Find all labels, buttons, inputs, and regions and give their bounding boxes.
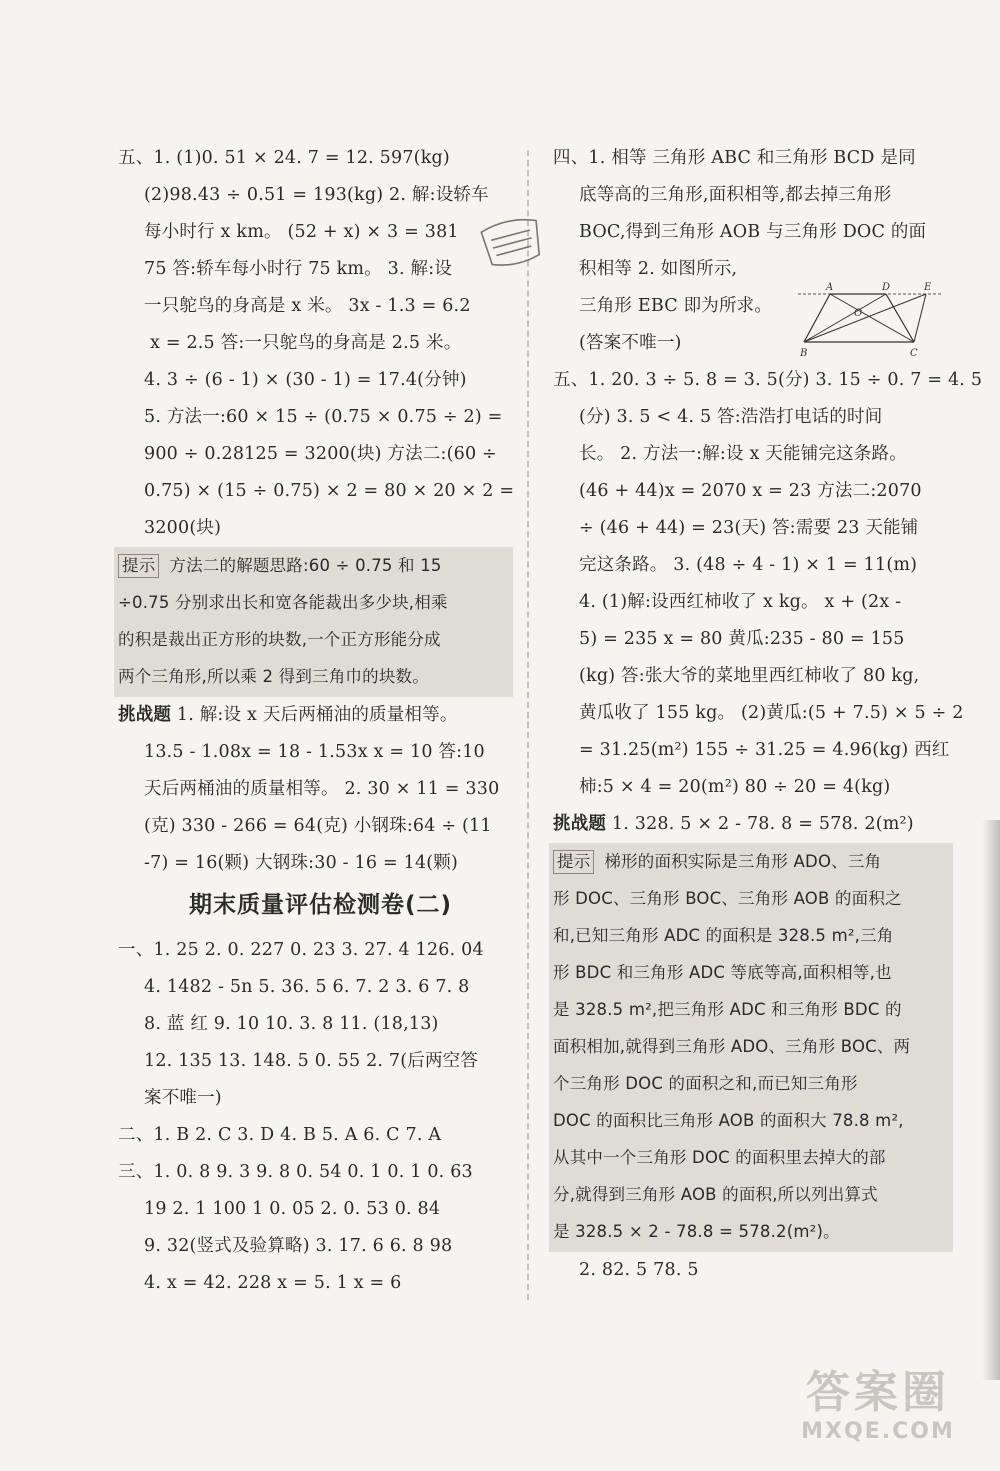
hint-text: DOC 的面积比三角形 AOB 的面积大 78.8 m², [553,1111,904,1130]
answer-line: 5) = 235 x = 80 黄瓜:235 - 80 = 155 [579,629,905,649]
watermark-text: 答案圈 [806,1367,950,1418]
answer-line: BOC,得到三角形 AOB 与三角形 DOC 的面 [579,222,927,242]
answer-line: (答案不唯一) [579,333,682,353]
challenge-text: -7) = 16(颗) 大钢珠:30 - 16 = 14(颗) [144,853,459,873]
answer-line: 19 2. 1 100 1 0. 05 2. 0. 53 0. 84 [144,1199,441,1219]
hint-tag: 提示 [553,850,594,874]
hint-line [553,954,947,991]
answer-line: 五、1. 20. 3 ÷ 5. 8 = 3. 5(分) 3. 15 ÷ 0. 7 = 4. 5 [553,370,983,390]
hint-text: 面积相加,就得到三角形 ADO、三角形 BOC、两 [553,1037,911,1056]
label-o: O [854,308,863,319]
hint-line [118,658,507,695]
answer-line: 5. 方法一:60 × 15 ÷ (0.75 × 0.75 ÷ 2) = [144,407,503,427]
hint-line [118,547,507,584]
hint-line [553,1139,947,1176]
hint-text: 形 DOC、三角形 BOC、三角形 AOB 的面积之 [553,889,902,908]
challenge-text: 1. 解:设 x 天后两桶油的质量相等。 [171,705,458,725]
answer-line: 4. (1)解:设西红柿收了 x kg。 x + (2x - [579,592,902,612]
hint-text: 从其中一个三角形 DOC 的面积里去掉大的部 [553,1148,886,1167]
answer-line: (kg) 答:张大爷的菜地里西红柿收了 80 kg, [579,666,920,686]
answer-line: (分) 3. 5 < 4. 5 答:浩浩打电话的时间 [579,407,883,427]
challenge-text: 1. 328. 5 × 2 - 78. 8 = 578. 2(m²) [606,814,914,834]
hint-line [118,621,507,658]
answer-line: 3200(块) [144,518,222,538]
answer-line: 0.75) × (15 ÷ 0.75) × 2 = 80 × 20 × 2 = [144,481,515,501]
hint-line [553,1102,947,1139]
right-challenge-block [553,806,953,843]
left-answer-block [118,140,513,547]
challenge-line [118,808,513,845]
answer-line: 4. x = 42. 228 x = 5. 1 x = 6 [144,1273,402,1293]
stamp-icon [476,214,548,270]
answer-line: 黄瓜收了 155 kg。 (2)黄瓜:(5 + 7.5) × 5 ÷ 2 [579,703,964,723]
answer-line: 五、1. (1)0. 51 × 24. 7 = 12. 597(kg) [118,148,450,168]
label-d: D [882,282,891,293]
hint-line [553,991,947,1028]
hint-text: 是 328.5 m²,把三角形 ADC 和三角形 BDC 的 [553,1000,902,1019]
right-answer-block [553,140,983,806]
answer-line: ÷ (46 + 44) = 23(天) 答:需要 23 天能铺 [579,518,919,538]
label-e: E [924,282,932,293]
challenge-line [118,771,513,808]
page-edge-shadow [982,820,1000,1380]
exam-two-answers [118,932,513,1302]
answer-line: 4. 3 ÷ (6 - 1) × (30 - 1) = 17.4(分钟) [144,370,467,390]
challenge-text: 天后两桶油的质量相等。 2. 30 × 11 = 330 [144,779,500,799]
answer-line: (46 + 44)x = 2070 x = 23 方法二:2070 [579,481,922,501]
hint-text: 的积是裁出正方形的块数,一个正方形能分成 [118,630,441,649]
answer-line: = 31.25(m²) 155 ÷ 31.25 = 4.96(kg) 西红 [579,740,950,760]
hint-line [553,880,947,917]
hint-line [553,917,947,954]
label-b: B [800,348,808,359]
answer-line: 三、1. 0. 8 9. 3 9. 8 0. 54 0. 1 0. 1 0. 63 [118,1162,473,1182]
challenge-text: 13.5 - 1.08x = 18 - 1.53x x = 10 答:10 [144,742,485,762]
left-column [118,140,513,1302]
left-hint-box [114,547,513,697]
answer-line: 底等高的三角形,面积相等,都去掉三角形 [579,185,892,205]
answer-line: 二、1. B 2. C 3. D 4. B 5. A 6. C 7. A [118,1125,442,1145]
label-a: A [826,282,834,293]
hint-text: 形 BDC 和三角形 ADC 等底等高,面积相等,也 [553,963,892,982]
hint-text: 分,就得到三角形 AOB 的面积,所以列出算式 [553,1185,878,1204]
answer-line: 9. 32(竖式及验算略) 3. 17. 6 6. 8 98 [144,1236,453,1256]
hint-line [553,1028,947,1065]
hint-line [553,1176,947,1213]
label-c: C [910,348,918,359]
challenge-line [118,734,513,771]
column-divider [527,150,529,1300]
trapezoid-figure [790,282,950,362]
answer-line: 75 答:轿车每小时行 75 km。 3. 解:设 [144,259,453,279]
answer-line: 积相等 2. 如图所示, [579,259,738,279]
right-last-line: 2. 82. 5 78. 5 [579,1260,699,1280]
left-challenge-block [118,697,513,882]
hint-line [553,1213,947,1250]
answer-line: 柿:5 × 4 = 20(m²) 80 ÷ 20 = 4(kg) [579,777,891,797]
hint-text: 方法二的解题思路:60 ÷ 0.75 和 15 [169,556,442,575]
challenge-line [553,806,953,843]
answer-line: 900 ÷ 0.28125 = 3200(块) 方法二:(60 ÷ [144,444,497,464]
answer-line: 四、1. 相等 三角形 ABC 和三角形 BCD 是同 [553,148,916,168]
answer-line: 一只鸵鸟的身高是 x 米。 3x - 1.3 = 6.2 [144,296,471,316]
answer-line: 12. 135 13. 148. 5 0. 55 2. 7(后两空答 [144,1051,479,1071]
answer-line: 每小时行 x km。 (52 + x) × 3 = 381 [144,222,459,242]
answer-line: 一、1. 25 2. 0. 227 0. 23 3. 27. 4 126. 04 [118,940,484,960]
hint-text: 是 328.5 × 2 - 78.8 = 578.2(m²)。 [553,1222,840,1241]
answer-line: 案不唯一) [144,1088,222,1108]
hint-text: 个三角形 DOC 的面积之和,而已知三角形 [553,1074,858,1093]
watermark-url: MXQE.COM [801,1419,955,1444]
challenge-text: (克) 330 - 266 = 64(克) 小钢珠:64 ÷ (11 [144,816,492,836]
answer-line: x = 2.5 答:一只鸵鸟的身高是 2.5 米。 [150,333,462,353]
hint-line [553,1065,947,1102]
hint-line [118,584,507,621]
challenge-line [118,697,513,734]
answer-line: (2)98.43 ÷ 0.51 = 193(kg) 2. 解:设轿车 [144,185,489,205]
right-hint-box [549,843,953,1252]
hint-text: 梯形的面积实际是三角形 ADO、三角 [604,852,882,871]
challenge-line [118,845,513,882]
answer-line: 长。 2. 方法一:解:设 x 天能铺完这条路。 [579,444,907,464]
challenge-label: 挑战题 [553,814,607,834]
watermark-logo [778,1367,978,1459]
challenge-label: 挑战题 [118,705,172,725]
answer-line: 4. 1482 - 5n 5. 36. 5 6. 7. 2 3. 6 7. 8 [144,977,470,997]
hint-text: ÷0.75 分别求出长和宽各能裁出多少块,相乘 [118,593,448,612]
hint-text: 两个三角形,所以乘 2 得到三角巾的块数。 [118,667,429,686]
hint-text: 和,已知三角形 ADC 的面积是 328.5 m²,三角 [553,926,894,945]
hint-line [553,843,947,880]
answer-line: 完这条路。 3. (48 ÷ 4 - 1) × 1 = 11(m) [579,555,918,575]
answer-line: 三角形 EBC 即为所求。 [579,296,773,316]
answer-line: 8. 蓝 红 9. 10 10. 3. 8 11. (18,13) [144,1014,439,1034]
hint-tag: 提示 [118,554,159,578]
section-title: 期末质量评估检测卷(二) [188,892,453,918]
